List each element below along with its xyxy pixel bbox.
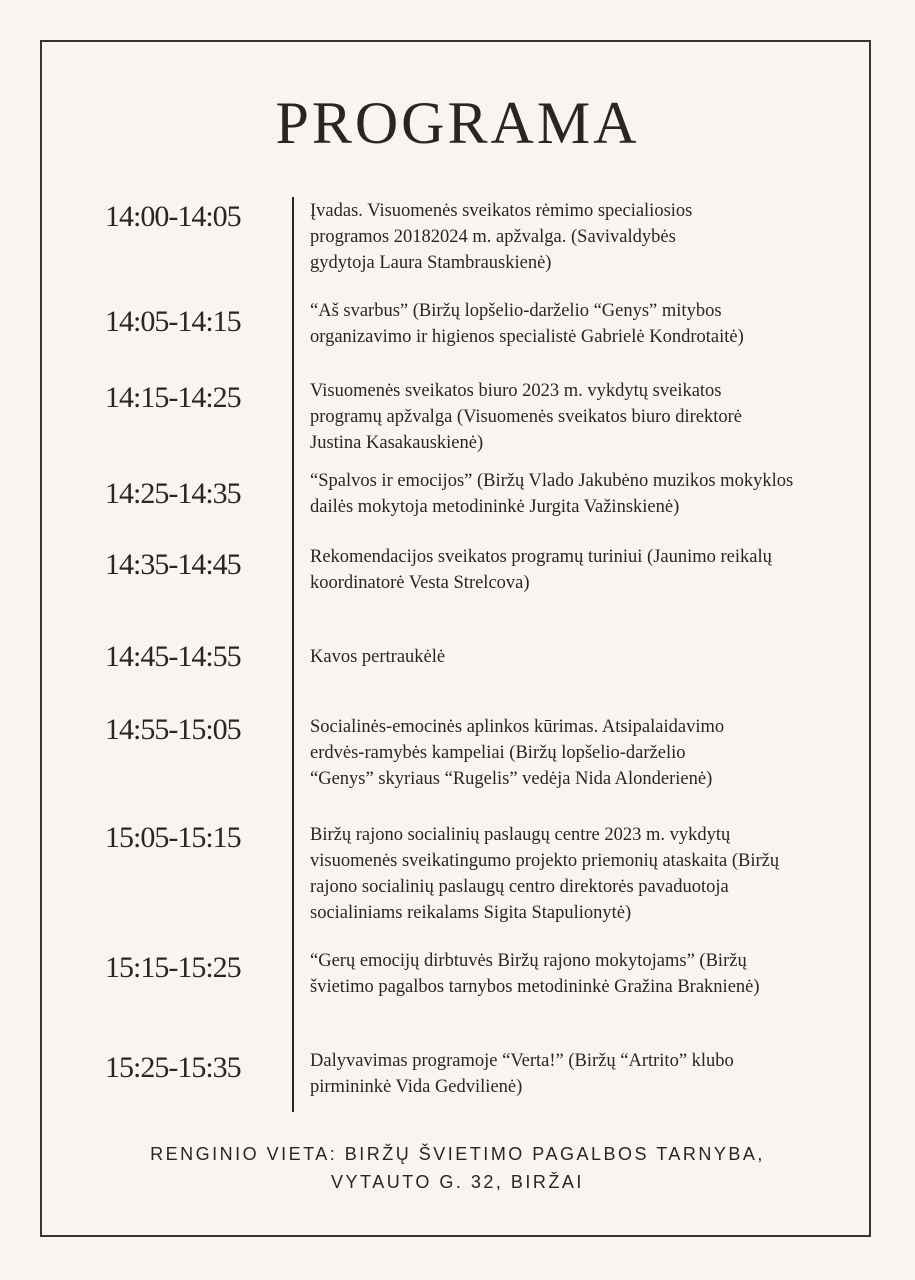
description-line: Justina Kasakauskienė) <box>310 433 484 453</box>
item-time: 14:35-14:45 <box>105 548 241 581</box>
description-line: programos 20182024 m. apžvalga. (Savivaldybės <box>310 227 676 247</box>
description-line: “Genys” skyriaus “Rugelis” vedėja Nida Alonderienė) <box>310 769 713 789</box>
description-line: erdvės-ramybės kampeliai (Biržų lopšelio-darželio <box>310 743 686 763</box>
description-line: Socialinės-emocinės aplinkos kūrimas. Atsipalaidavimo <box>310 717 725 737</box>
description-line: gydytoja Laura Stambrauskienė) <box>310 253 552 273</box>
description-line: koordinatorė Vesta Strelcova) <box>310 573 530 593</box>
description-line: visuomenės sveikatingumo projekto priemonių ataskaita (Biržų <box>310 851 780 871</box>
description-line: programų apžvalga (Visuomenės sveikatos biuro direktorė <box>310 407 742 427</box>
item-time: 14:00-14:05 <box>105 200 241 233</box>
item-description <box>310 644 865 670</box>
page-title: PROGRAMA <box>275 90 640 156</box>
description-line: “Gerų emocijų dirbtuvės Biržų rajono mokytojams” (Biržų <box>310 951 747 971</box>
description-line: pirmininkė Vida Gedvilienė) <box>310 1077 523 1097</box>
description-line: organizavimo ir higienos specialistė Gabrielė Kondrotaitė) <box>310 327 744 347</box>
item-time: 15:15-15:25 <box>105 951 241 984</box>
item-description <box>310 298 865 350</box>
item-time: 14:15-14:25 <box>105 381 241 414</box>
description-line: rajono socialinių paslaugų centro direktorės pavaduotoja <box>310 877 729 897</box>
item-description <box>310 714 865 792</box>
description-line: dailės mokytoja metodininkė Jurgita Važinskienė) <box>310 497 680 517</box>
description-line: Įvadas. Visuomenės sveikatos rėmimo specialiosios <box>310 201 693 221</box>
venue-line: VYTAUTO G. 32, BIRŽAI <box>331 1172 584 1192</box>
item-description <box>310 822 865 926</box>
description-line: socialiniams reikalams Sigita Stapulionytė) <box>310 903 632 923</box>
timeline-divider <box>292 197 294 1112</box>
item-time: 14:05-14:15 <box>105 305 241 338</box>
item-time: 15:05-15:15 <box>105 821 241 854</box>
item-description <box>310 1048 865 1100</box>
venue-line: RENGINIO VIETA: BIRŽŲ ŠVIETIMO PAGALBOS TARNYBA, <box>150 1144 765 1164</box>
item-description <box>310 468 865 520</box>
item-description <box>310 544 865 596</box>
item-time: 14:25-14:35 <box>105 477 241 510</box>
description-line: Dalyvavimas programoje “Verta!” (Biržų “Artrito” klubo <box>310 1051 734 1071</box>
item-description <box>310 948 865 1000</box>
description-line: Kavos pertraukėlė <box>310 647 446 667</box>
item-description <box>310 378 865 456</box>
description-line: “Spalvos ir emocijos” (Biržų Vlado Jakubėno muzikos mokyklos <box>310 471 794 491</box>
description-line: švietimo pagalbos tarnybos metodininkė Gražina Braknienė) <box>310 977 760 997</box>
item-description <box>310 198 865 276</box>
description-line: Rekomendacijos sveikatos programų turiniui (Jaunimo reikalų <box>310 547 772 567</box>
description-line: “Aš svarbus” (Biržų lopšelio-darželio “Genys” mitybos <box>310 301 722 321</box>
venue-footer <box>0 1140 915 1196</box>
item-time: 14:45-14:55 <box>105 640 241 673</box>
description-line: Biržų rajono socialinių paslaugų centre 2023 m. vykdytų <box>310 825 731 845</box>
description-line: Visuomenės sveikatos biuro 2023 m. vykdytų sveikatos <box>310 381 722 401</box>
item-time: 14:55-15:05 <box>105 713 241 746</box>
item-time: 15:25-15:35 <box>105 1051 241 1084</box>
